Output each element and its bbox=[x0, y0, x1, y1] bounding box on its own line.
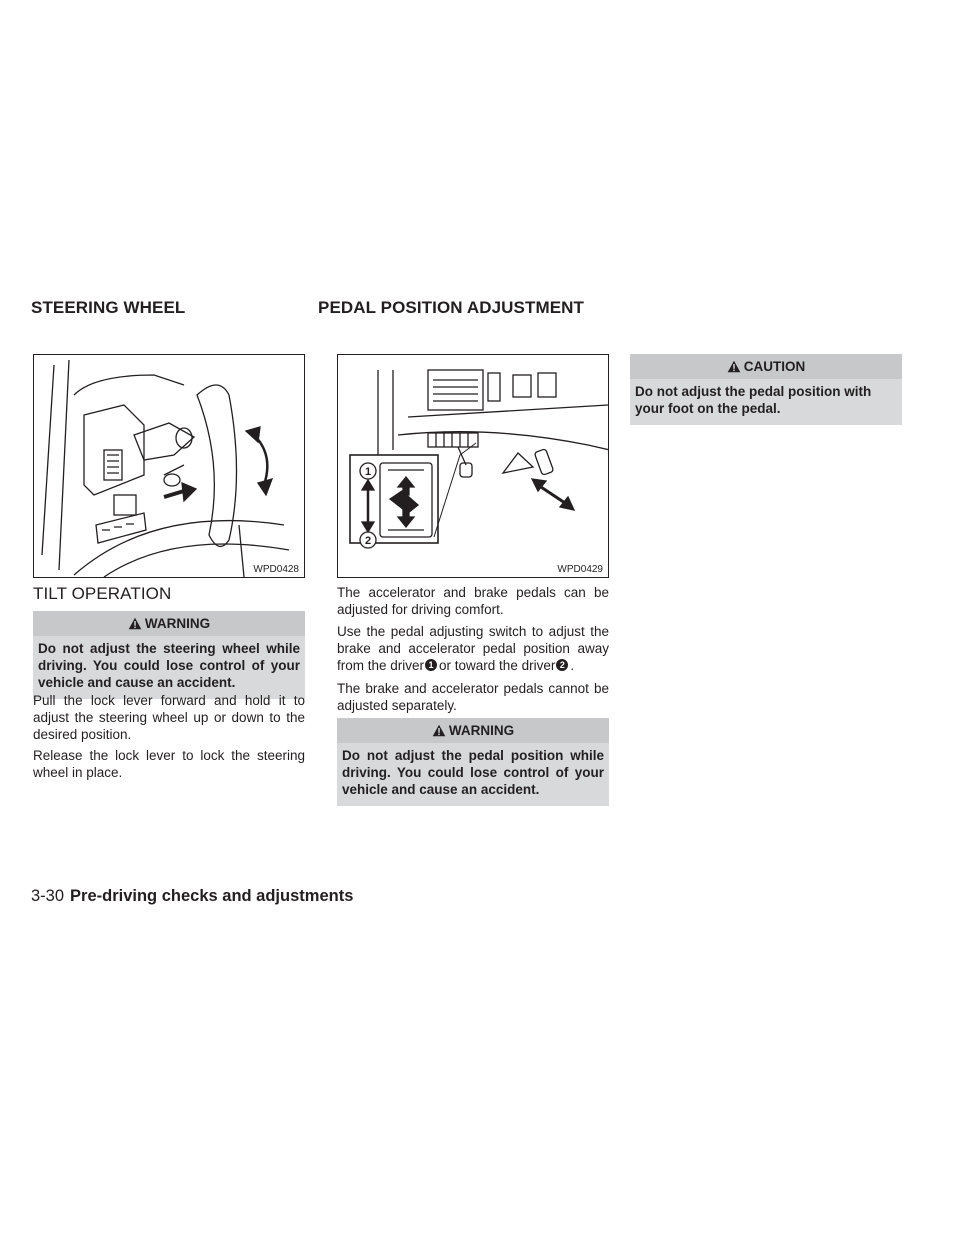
pedal-paragraph-2: Use the pedal adjusting switch to adjust the brake and accelerator pedal position away from the driver 1 or toward the driver 2 . bbox=[337, 624, 609, 673]
figure-id: WPD0428 bbox=[253, 564, 299, 575]
warning-text: Do not adjust the pedal position while driving. You could lose control of your vehicle and cause an accident. bbox=[342, 748, 604, 797]
tilt-operation-heading: TILT OPERATION bbox=[33, 584, 172, 603]
callout-1-symbol: 1 bbox=[425, 659, 437, 671]
tilt-paragraph-2: Release the lock lever to lock the steering wheel in place. bbox=[33, 748, 305, 780]
warning-label: WARNING bbox=[448, 723, 515, 738]
callout-2: 2 bbox=[364, 535, 372, 547]
caution-text: Do not adjust the pedal position with your foot on the pedal. bbox=[635, 384, 872, 416]
figure-id: WPD0429 bbox=[557, 564, 603, 575]
pedal-warning-box bbox=[337, 718, 609, 806]
warning-icon bbox=[432, 724, 446, 737]
warning-text: Do not adjust the steering wheel while driving. You could lose control of your vehicle and cause an accident. bbox=[38, 641, 300, 690]
callout-1: 1 bbox=[364, 466, 372, 478]
pedal-caution-box bbox=[630, 354, 902, 425]
pedal-paragraph-1: The accelerator and brake pedals can be adjusted for driving comfort. bbox=[337, 585, 609, 617]
tilt-paragraph-1: Pull the lock lever forward and hold it to adjust the steering wheel up or down to the desired position. bbox=[33, 693, 305, 742]
pedal-paragraph-3: The brake and accelerator pedals cannot be adjusted separately. bbox=[337, 681, 609, 713]
warning-label: WARNING bbox=[144, 616, 211, 631]
chapter-title: Pre-driving checks and adjustments bbox=[70, 887, 354, 905]
tilt-warning-box bbox=[33, 611, 305, 699]
caution-label: CAUTION bbox=[743, 359, 806, 374]
warning-icon bbox=[128, 617, 142, 630]
page-footer bbox=[31, 887, 353, 906]
page-number: 3-30 bbox=[31, 887, 65, 905]
section-heading-pedal-position: PEDAL POSITION ADJUSTMENT bbox=[318, 298, 585, 317]
steering-wheel-illustration bbox=[33, 354, 305, 578]
callout-2-symbol: 2 bbox=[556, 659, 568, 671]
pedal-switch-illustration bbox=[337, 354, 609, 578]
caution-icon bbox=[727, 360, 741, 373]
section-heading-steering-wheel: STEERING WHEEL bbox=[31, 298, 186, 317]
